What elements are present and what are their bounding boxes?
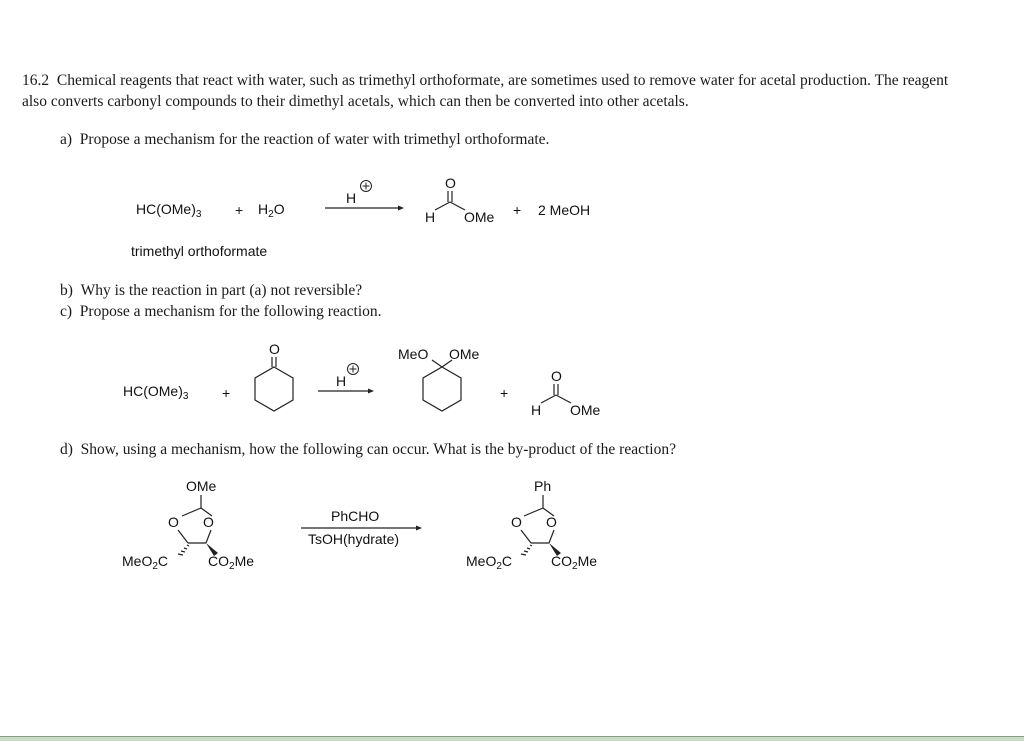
- svg-text:O: O: [546, 514, 557, 530]
- svg-text:OMe: OMe: [449, 346, 480, 362]
- ester-right-label: $CO_2Me$: [208, 553, 255, 572]
- part-b-text: Why is the reaction in part (a) not reversible?: [80, 282, 363, 299]
- svg-text:H: H: [346, 190, 357, 206]
- svg-text:Ph: Ph: [534, 478, 552, 494]
- svg-text:H: H: [425, 209, 436, 225]
- svg-text:O: O: [269, 341, 280, 357]
- svg-text:OMe: OMe: [186, 478, 217, 494]
- scheme-a-product-methanol: 2 MeOH: [538, 202, 591, 218]
- svg-text:O: O: [445, 175, 456, 191]
- scheme-a-plus-2: +: [513, 202, 522, 218]
- scheme-a-reactant-water: $H_2O$: [258, 201, 285, 220]
- part-c-label: c): [60, 303, 73, 320]
- svg-text:O: O: [551, 368, 562, 384]
- svg-text:MeO2C: MeO$_2$C: [466, 553, 513, 572]
- part-a-label: a): [60, 131, 73, 148]
- problem-number: 16.2: [22, 72, 50, 89]
- ester-left-label: MeO$_2$C: [122, 553, 169, 572]
- svg-text:OMe: OMe: [464, 209, 495, 225]
- svg-text:O: O: [168, 514, 179, 530]
- svg-text:OMe: OMe: [570, 402, 601, 418]
- svg-text:CO2Me: $CO_2Me$: [551, 553, 598, 572]
- scheme-a-plus-1: +: [235, 202, 244, 218]
- part-c-text: Propose a mechanism for the following reaction.: [79, 303, 382, 320]
- part-b-label: b): [60, 282, 73, 299]
- problem-intro-2: also converts carbonyl compounds to their dimethyl acetals, which can then be converted into other acetals.: [22, 93, 689, 110]
- reagent-benzaldehyde: PhCHO: [331, 508, 380, 524]
- scheme-c-plus-1: +: [222, 385, 231, 401]
- part-d-text: Show, using a mechanism, how the following can occur. What is the by-product of the reaction?: [80, 441, 676, 458]
- reagent-tsoh-hydrate: TsOH(hydrate): [308, 531, 400, 547]
- part-a-text: Propose a mechanism for the reaction of water with trimethyl orthoformate.: [79, 131, 550, 148]
- scheme-a-caption: trimethyl orthoformate: [131, 243, 268, 259]
- scheme-c-plus-2: +: [500, 385, 509, 401]
- reaction-arrow-icon: [301, 526, 422, 531]
- benzylidene-acetal-structure: [466, 478, 597, 572]
- svg-text:O: O: [511, 514, 522, 530]
- window-bottom-edge: [0, 736, 1024, 741]
- svg-text:H: H: [531, 402, 542, 418]
- problem-intro-1: Chemical reagents that react with water, such as trimethyl orthoformate, are sometimes used to remove water for acetal production. The reagent: [56, 72, 949, 89]
- part-d-label: d): [60, 441, 73, 458]
- svg-text:H: H: [336, 373, 347, 389]
- scheme-c-reactant-orthoformate: $HC(OMe)_3$: [123, 383, 189, 402]
- scheme-a-reactant-orthoformate: $HC(OMe)_3$: [136, 201, 202, 220]
- svg-text:O: O: [203, 514, 214, 530]
- orthoester-dioxolane-structure: [122, 478, 254, 572]
- svg-text:MeO: MeO: [398, 346, 429, 362]
